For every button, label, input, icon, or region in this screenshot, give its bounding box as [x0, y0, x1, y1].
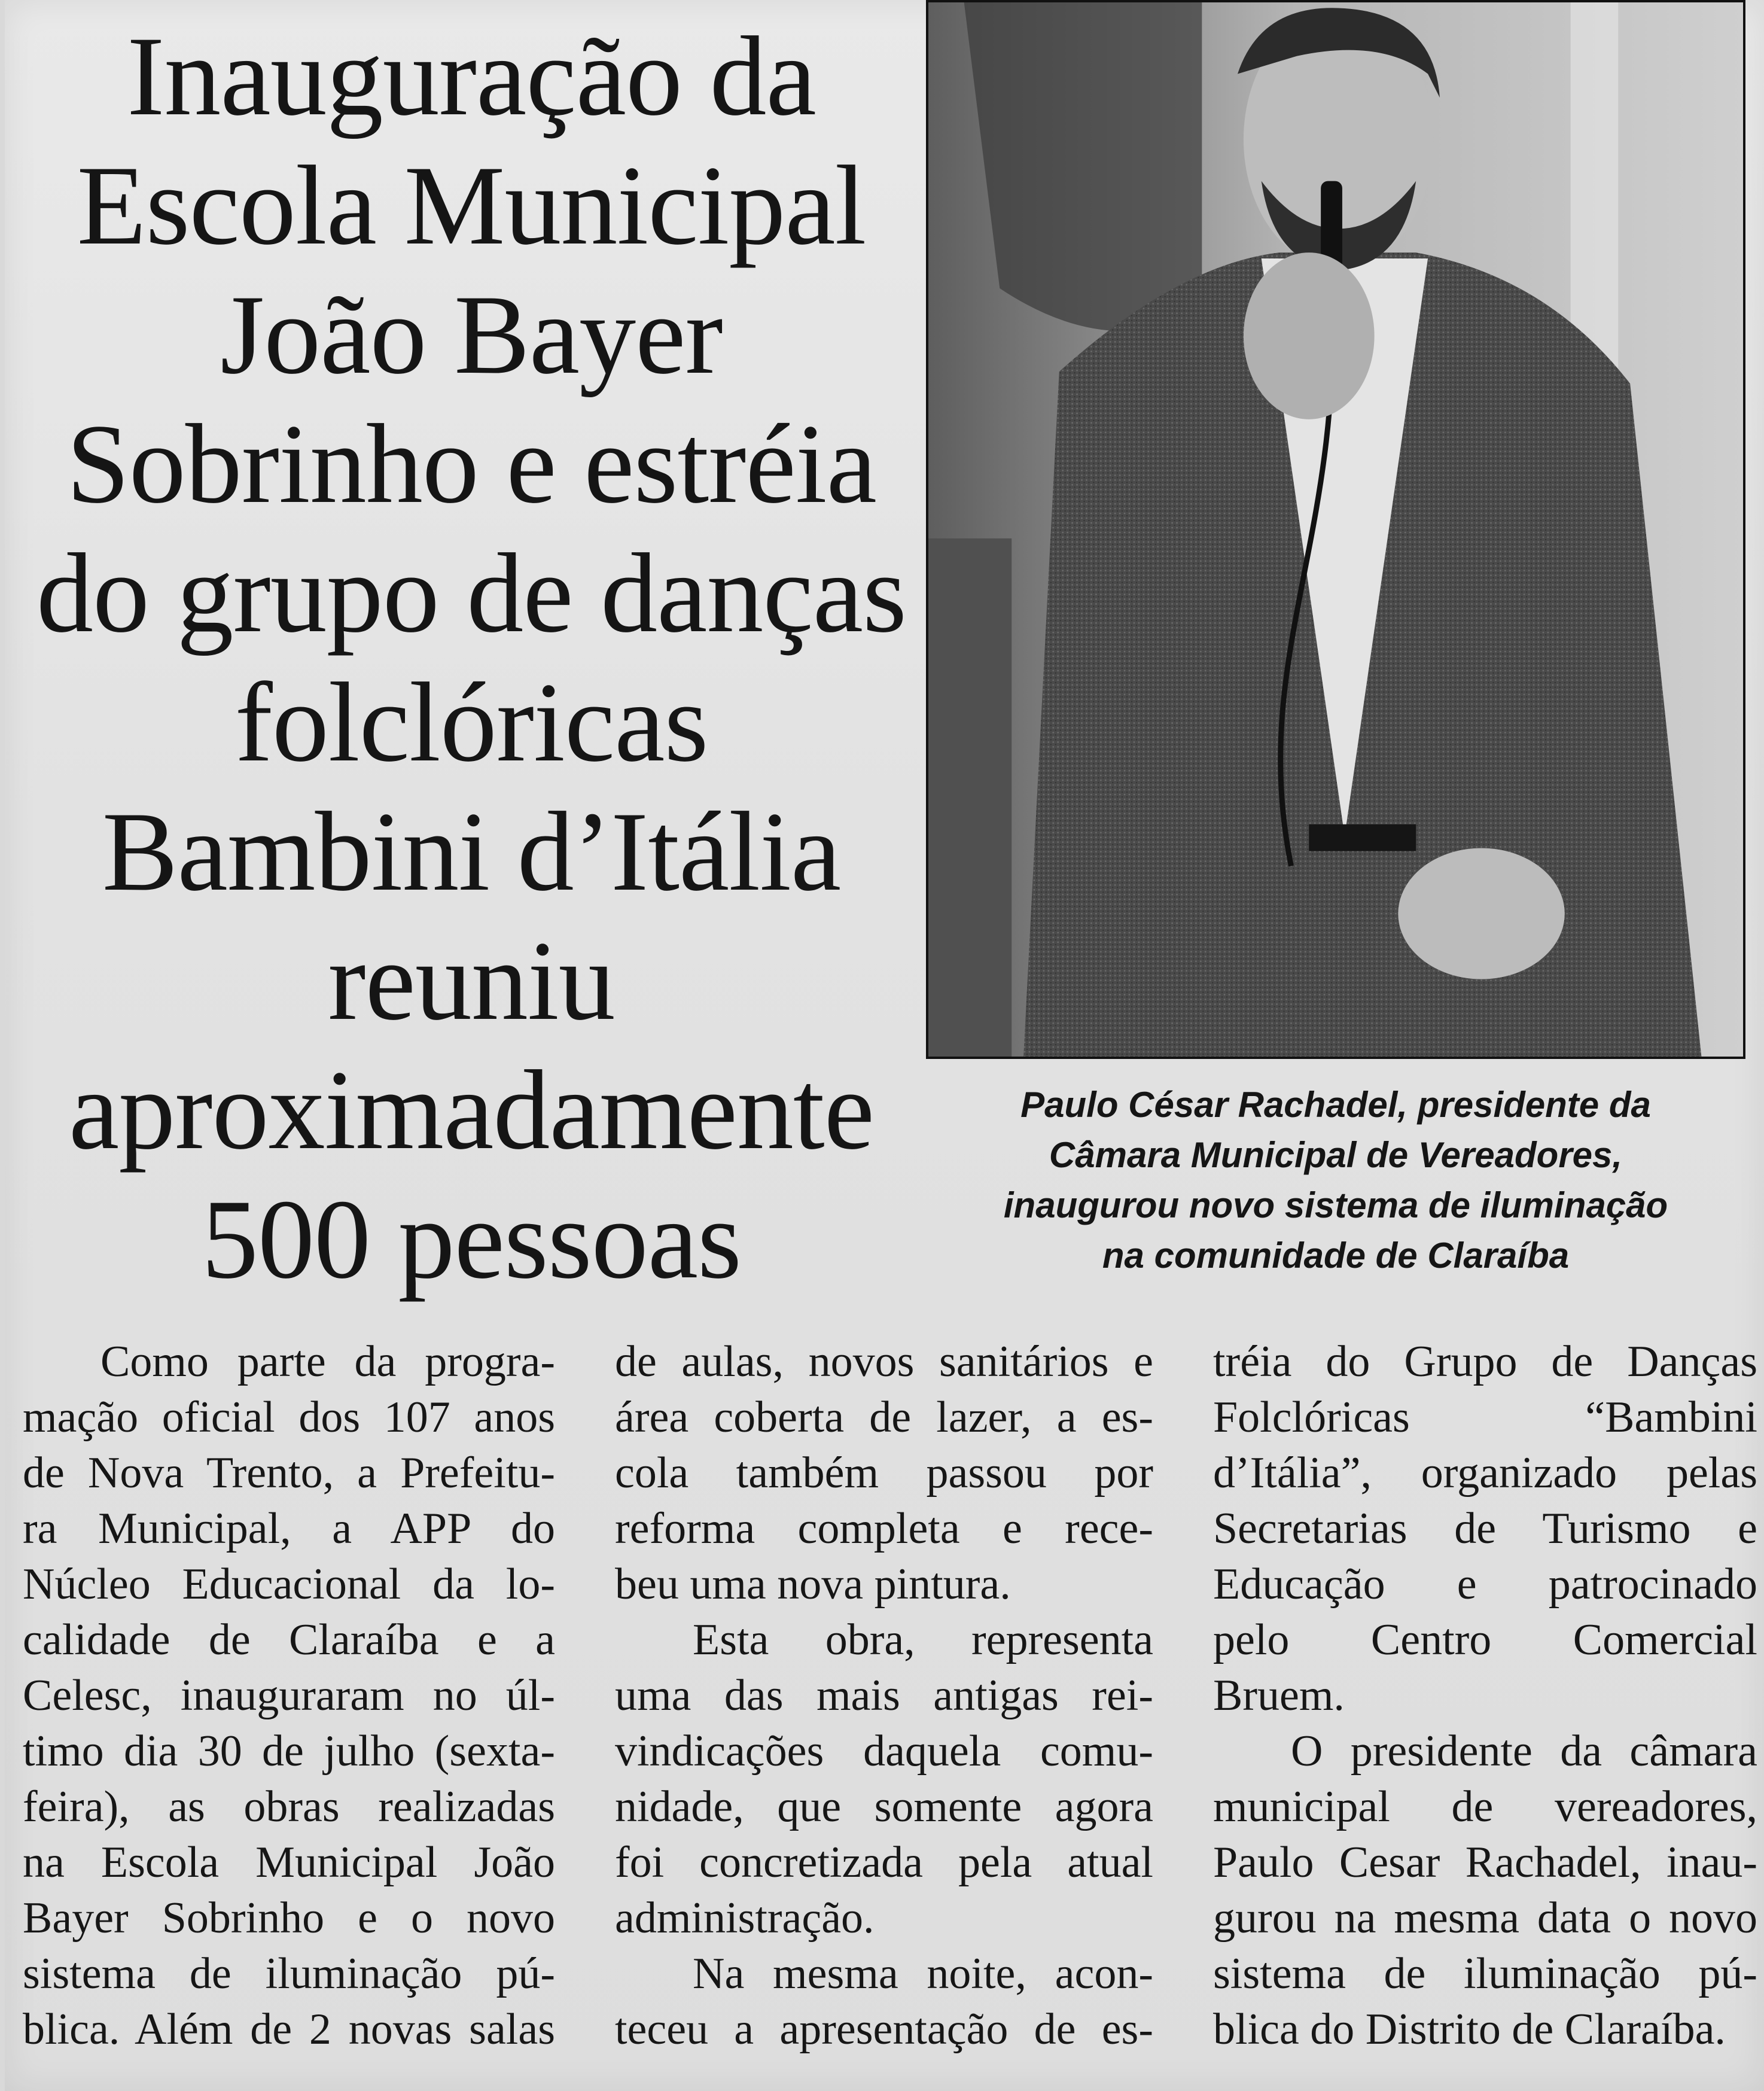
- text-line: cola também passou por: [615, 1448, 1153, 1498]
- text-line: nidade, que somente agora: [615, 1782, 1153, 1831]
- news-photo: [926, 0, 1745, 1059]
- text-line: ra Municipal, a APP do: [23, 1504, 555, 1553]
- article-body: [5, 1334, 1764, 2082]
- headline-line: 500 pessoas: [202, 1177, 741, 1302]
- caption-line: na comunidade de Claraíba: [1102, 1235, 1570, 1276]
- speaker-photo-illustration: [928, 2, 1743, 1057]
- headline-line: aproximadamente: [68, 1048, 875, 1173]
- headline-line: Escola Municipal: [77, 143, 866, 269]
- text-line: Como parte da progra-: [100, 1337, 555, 1386]
- text-line: blica do Distrito de Claraíba.: [1213, 2005, 1726, 2054]
- text-line: área coberta de lazer, a es-: [615, 1393, 1153, 1442]
- text-line: O presidente da câmara: [1291, 1727, 1757, 1776]
- text-line: Paulo Cesar Rachadel, inau-: [1213, 1838, 1757, 1887]
- caption-line: Câmara Municipal de Vereadores,: [1049, 1135, 1623, 1175]
- text-line: de aulas, novos sanitários e: [615, 1337, 1153, 1386]
- text-line: Bayer Sobrinho e o novo: [23, 1894, 555, 1943]
- text-line: blica. Além de 2 novas salas: [23, 2005, 555, 2054]
- headline-line: João Bayer: [220, 272, 723, 398]
- text-line: reforma completa e rece-: [615, 1504, 1153, 1553]
- article-column-1: [23, 1334, 555, 2082]
- text-line: tréia do Grupo de Danças: [1213, 1337, 1757, 1386]
- text-line: municipal de vereadores,: [1213, 1782, 1757, 1831]
- photo-caption: [926, 1080, 1745, 1283]
- text-line: Na mesma noite, acon-: [693, 1949, 1153, 1998]
- text-line: timo dia 30 de julho (sexta-: [23, 1727, 555, 1776]
- caption-line: Paulo César Rachadel, presidente da: [1020, 1085, 1651, 1125]
- text-line: na Escola Municipal João: [23, 1838, 555, 1887]
- text-line: pelo Centro Comercial: [1213, 1615, 1757, 1664]
- text-line: calidade de Claraíba e a: [23, 1615, 555, 1664]
- text-line: foi concretizada pela atual: [615, 1838, 1153, 1887]
- text-line: Educação e patrocinado: [1213, 1560, 1757, 1609]
- text-line: Bruem.: [1213, 1671, 1345, 1720]
- article-column-2: [615, 1334, 1153, 2082]
- text-line: Celesc, inauguraram no úl-: [23, 1671, 555, 1720]
- text-line: administração.: [615, 1894, 875, 1943]
- headline: [35, 12, 908, 1302]
- headline-line: Bambini d’Itália: [102, 789, 841, 915]
- text-line: Folclóricas “Bambini: [1213, 1393, 1757, 1442]
- text-line: de Nova Trento, a Prefeitu-: [23, 1448, 555, 1498]
- text-line: sistema de iluminação pú-: [23, 1949, 555, 1998]
- text-line: Esta obra, representa: [693, 1615, 1153, 1664]
- headline-line: reuniu: [328, 918, 615, 1044]
- headline-line: folclóricas: [234, 660, 708, 786]
- headline-line: Inauguração da: [127, 14, 816, 139]
- text-line: vindicações daquela comu-: [615, 1727, 1153, 1776]
- article-column-3: [1213, 1334, 1757, 2082]
- headline-line: do grupo de danças: [36, 531, 907, 656]
- text-line: beu uma nova pintura.: [615, 1560, 1011, 1609]
- text-line: feira), as obras realizadas: [23, 1782, 555, 1831]
- caption-line: inaugurou novo sistema de iluminação: [1003, 1185, 1668, 1225]
- text-line: Núcleo Educacional da lo-: [23, 1560, 555, 1609]
- text-line: teceu a apresentação de es-: [615, 2005, 1153, 2054]
- text-line: mação oficial dos 107 anos: [23, 1393, 555, 1442]
- newspaper-clipping: [5, 0, 1764, 2091]
- text-line: sistema de iluminação pú-: [1213, 1949, 1757, 1998]
- text-line: Secretarias de Turismo e: [1213, 1504, 1757, 1553]
- text-line: gurou na mesma data o novo: [1213, 1894, 1757, 1943]
- headline-line: Sobrinho e estréia: [66, 401, 876, 527]
- text-line: uma das mais antigas rei-: [615, 1671, 1153, 1720]
- text-line: d’Itália”, organizado pelas: [1213, 1448, 1757, 1498]
